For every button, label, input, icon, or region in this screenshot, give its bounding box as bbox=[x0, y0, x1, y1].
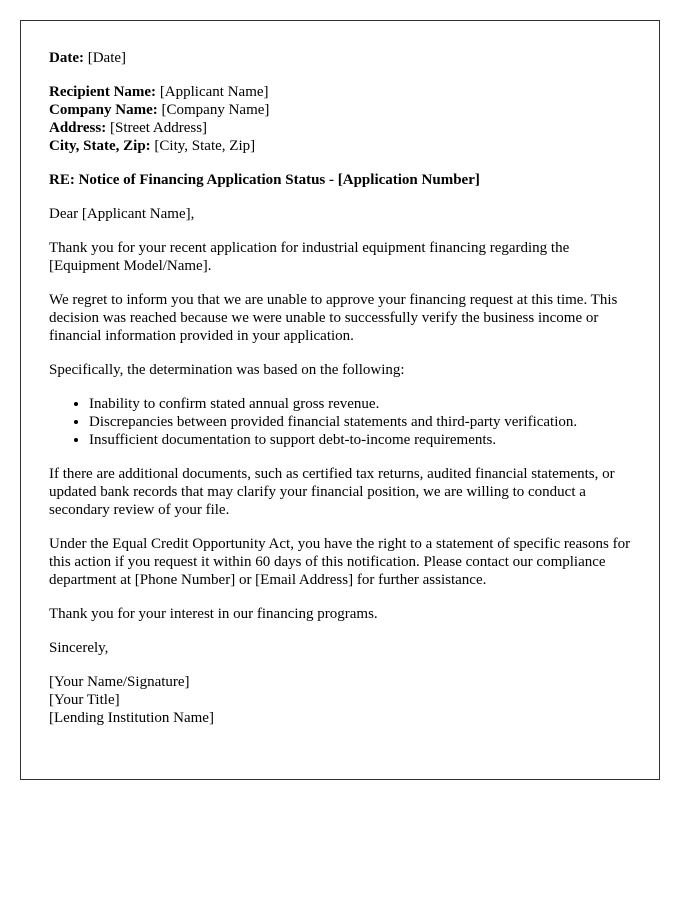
letter-document bbox=[20, 20, 660, 780]
reason-item: • Inability to confirm stated annual gross revenue. bbox=[89, 395, 631, 413]
recipient-block bbox=[49, 83, 631, 155]
signer-title: [Your Title] bbox=[49, 692, 120, 708]
body-paragraph-4: If there are additional documents, such as certified tax returns, audited financial statements, or updated bank records that may clarify your financial position, we are willing to conduct a secondary review of your file. bbox=[49, 466, 615, 518]
body-paragraph-1: Thank you for your recent application for industrial equipment financing regarding the [Equipment Model/Name]. bbox=[49, 240, 570, 274]
recipient-name-line bbox=[49, 83, 631, 101]
subject-text: RE: Notice of Financing Application Status - [Application Number] bbox=[49, 172, 480, 188]
signature-block bbox=[49, 673, 631, 727]
body-paragraph-3: Specifically, the determination was based on the following: bbox=[49, 362, 405, 378]
body-paragraph-6: Thank you for your interest in our financing programs. bbox=[49, 606, 378, 622]
signoff: Sincerely, bbox=[49, 640, 109, 656]
address-label: Address: bbox=[49, 120, 107, 136]
body-paragraph-5: Under the Equal Credit Opportunity Act, you have the right to a statement of specific reasons for this action if you request it within 60 days of this notification. Please contact our compliance department at [Phone Number] or [Email Address] for further assistance. bbox=[49, 536, 631, 588]
body-paragraph-2: We regret to inform you that we are unable to approve your financing request at this time. This decision was reached because we were unable to successfully verify the business income or financial information provided in your application. bbox=[49, 292, 618, 344]
company-name-value: [Company Name] bbox=[161, 102, 270, 118]
institution-name: [Lending Institution Name] bbox=[49, 710, 214, 726]
address-value: [Street Address] bbox=[109, 120, 208, 136]
subject-line bbox=[49, 171, 631, 189]
recipient-name-label: Recipient Name: bbox=[49, 84, 157, 100]
reason-item: • Insufficient documentation to support debt-to-income requirements. bbox=[89, 431, 631, 449]
city-state-zip-line bbox=[49, 137, 631, 155]
salutation: Dear [Applicant Name], bbox=[49, 206, 195, 222]
city-state-zip-value: [City, State, Zip] bbox=[154, 138, 256, 154]
city-state-zip-label: City, State, Zip: bbox=[49, 138, 151, 154]
reason-item: • Discrepancies between provided financial statements and third-party verification. bbox=[89, 413, 631, 431]
date-label: Date: bbox=[49, 50, 84, 66]
address-line bbox=[49, 119, 631, 137]
reasons-list bbox=[49, 395, 631, 449]
company-name-label: Company Name: bbox=[49, 102, 158, 118]
company-name-line bbox=[49, 101, 631, 119]
date-line bbox=[49, 49, 631, 67]
signer-name: [Your Name/Signature] bbox=[49, 674, 190, 690]
recipient-name-value: [Applicant Name] bbox=[159, 84, 269, 100]
date-value: [Date] bbox=[87, 50, 127, 66]
